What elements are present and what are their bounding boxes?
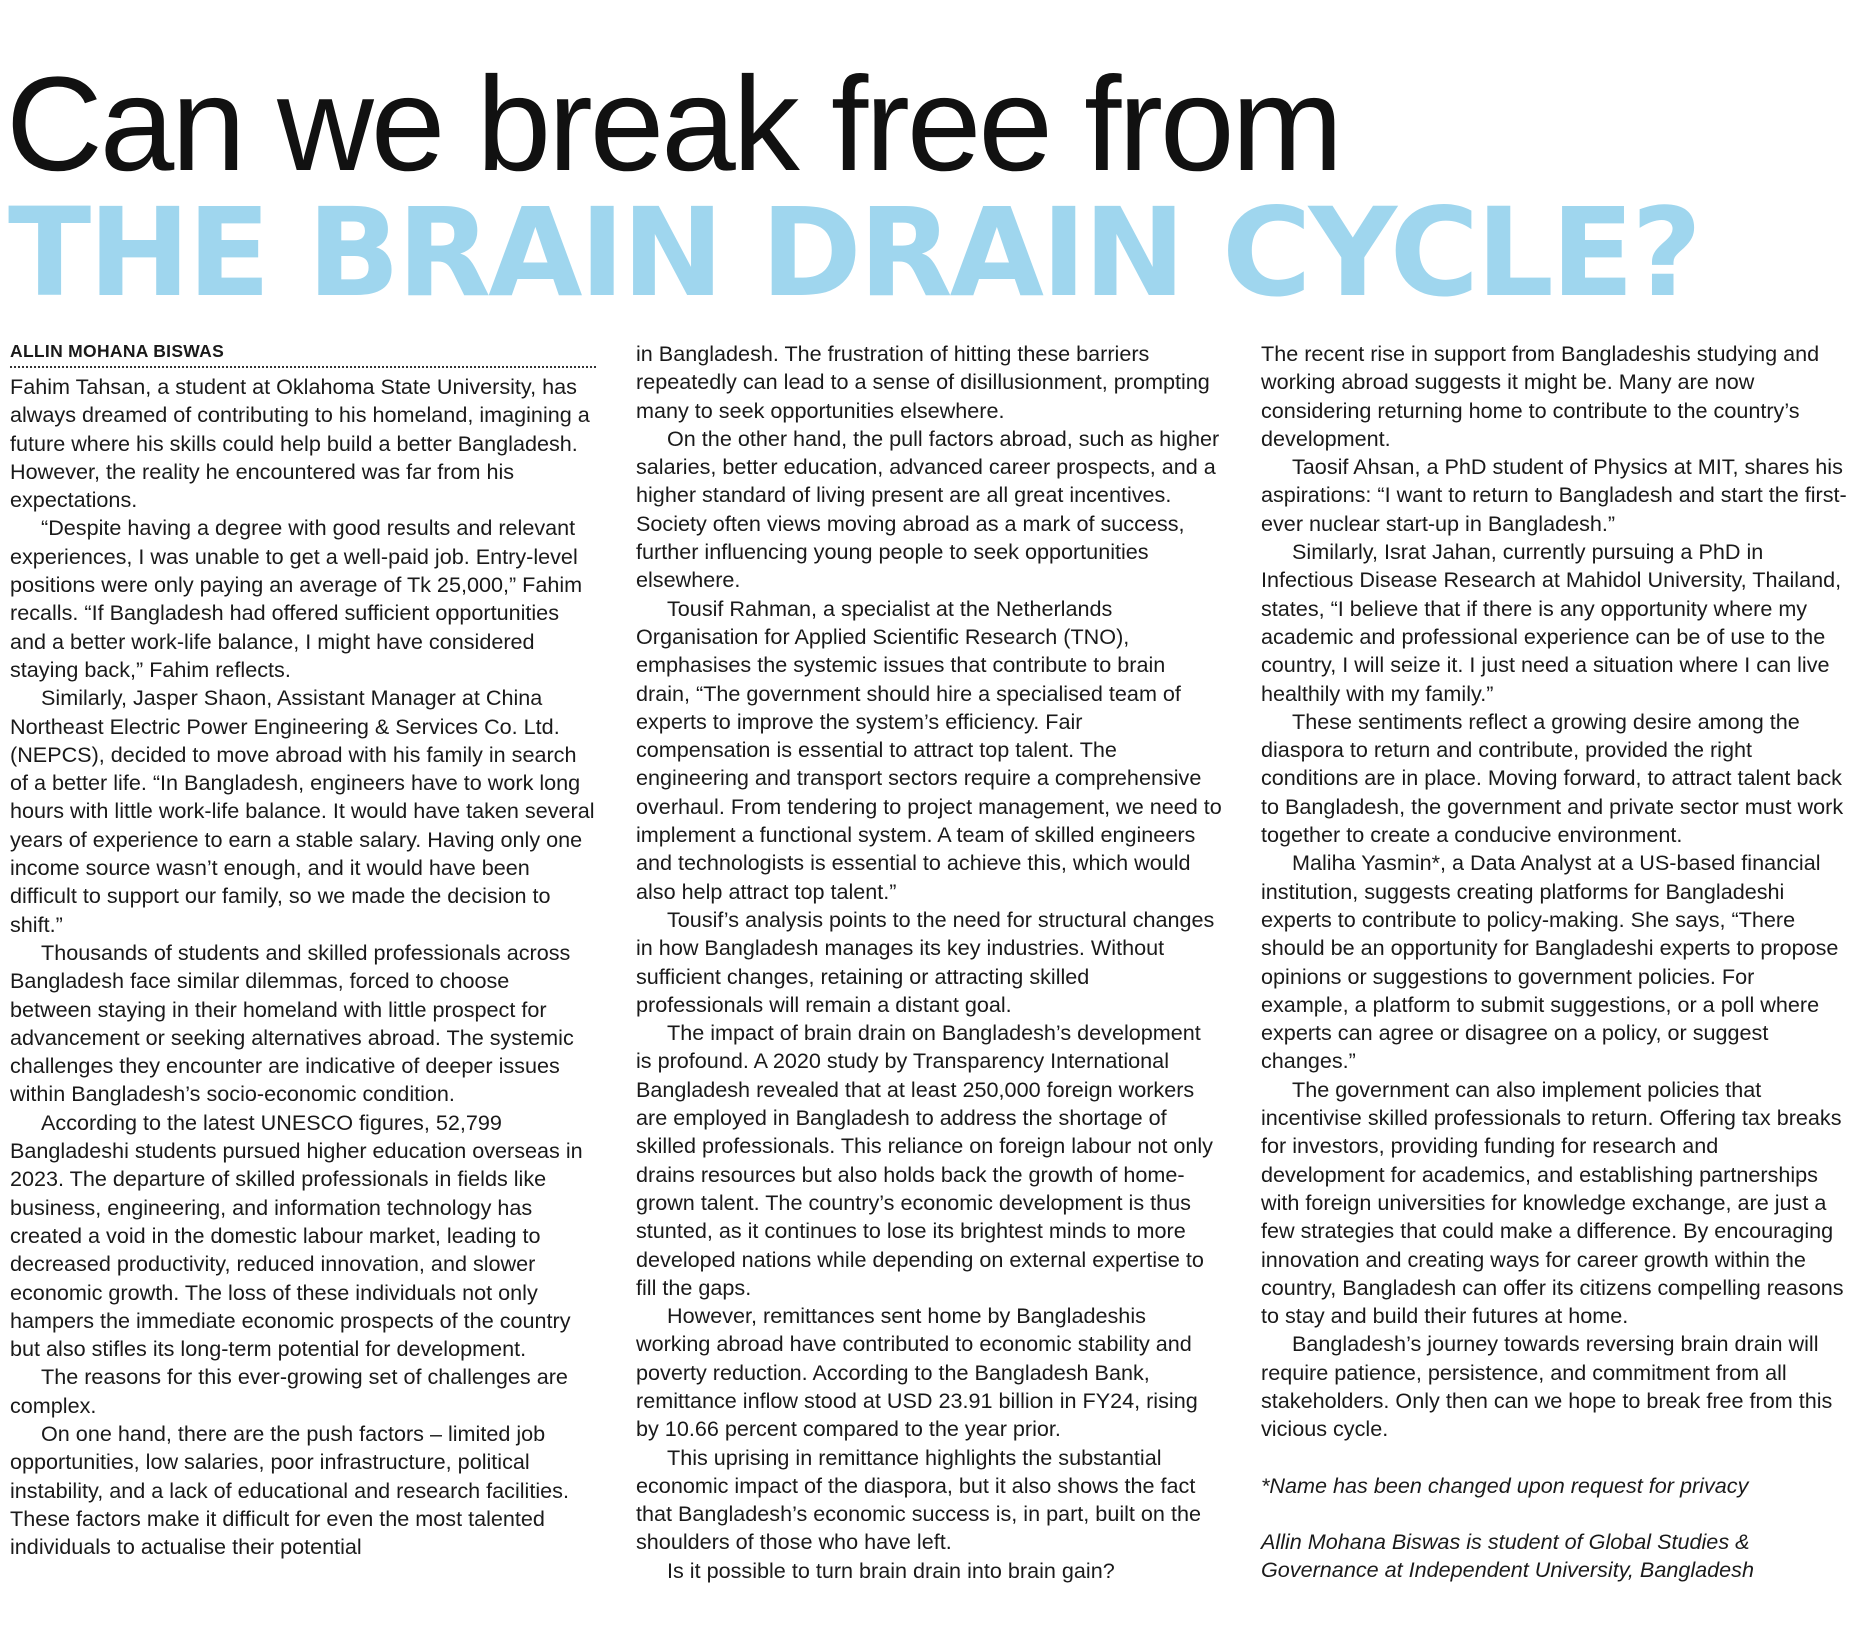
paragraph: The government can also implement policies that incentivise skilled professionals to return. Offering tax breaks for investors, providing funding for research and development for academics, and establishing partnerships with foreign universities for knowledge exchange, are just a few strategies that could make a difference. By encouraging innovation and creating ways for career growth within the country, Bangladesh can offer its citizens compelling reasons to stay and build their futures at home. [1261, 1076, 1844, 1329]
paragraph: Tousif’s analysis points to the need for structural changes in how Bangladesh manages its key industries. Without sufficient changes, retaining or attracting skilled professionals will remain a distant goal. [636, 906, 1215, 1017]
byline: ALLIN MOHANA BISWAS [10, 340, 596, 368]
paragraph: Fahim Tahsan, a student at Oklahoma State University, has always dreamed of contributing to his homeland, imagining a future where his skills could help build a better Bangladesh. However, the reality he encountered was far from his expectations. [10, 374, 590, 513]
paragraph: Maliha Yasmin*, a Data Analyst at a US-based financial institution, suggests creating platforms for Bangladeshi experts to contribute to policy-making. She says, “There should be an opportunity for Bangladeshi experts to propose opinions or suggestions to government policies. For example, a platform to submit suggestions, or a poll where experts can agree or disagree on a policy, or suggest changes.” [1261, 850, 1839, 1074]
paragraph: Tousif Rahman, a specialist at the Netherlands Organisation for Applied Scientific Research (TNO), emphasises the systemic issues that contribute to brain drain, “The government should hire a specialised team of experts to improve the system’s efficiency. Fair compensation is essential to attract top talent. The engineering and transport sectors require a comprehensive overhaul. From tendering to project management, we need to implement a functional system. A team of skilled engineers and technologists is essential to achieve this, which would also help attract top talent.” [636, 595, 1222, 904]
paragraph: in Bangladesh. The frustration of hitting these barriers repeatedly can lead to a sense of disillusionment, prompting many to seek opportunities elsewhere. [636, 341, 1210, 423]
paragraph: However, remittances sent home by Bangladeshis working abroad have contributed to economic stability and poverty reduction. According to the Bangladesh Bank, remittance inflow stood at USD 23.91 billion in FY24, rising by 10.66 percent compared to the year prior. [636, 1303, 1198, 1442]
headline-line-1: Can we break free from [6, 50, 1341, 199]
paragraph: These sentiments reflect a growing desire among the diaspora to return and contribute, provided the right conditions are in place. Moving forward, to attract talent back to Bangladesh, the government and private sector must work together to create a conducive environment. [1261, 708, 1844, 848]
privacy-note: *Name has been changed upon request for privacy [1261, 1472, 1749, 1498]
author-bio: Allin Mohana Biswas is student of Global Studies & Governance at Independent University, Bangladesh [1261, 1528, 1754, 1583]
paragraph: This uprising in remittance highlights the substantial economic impact of the diaspora, but it also shows the fact that Bangladesh’s economic success is, in part, built on the shoulders of those who have left. [636, 1444, 1201, 1555]
paragraph: On one hand, there are the push factors – limited job opportunities, low salaries, poor infrastructure, political instability, and a lack of educational and research facilities. These factors make it difficult for even the most talented individuals to actualise their potential [10, 1420, 569, 1560]
paragraph: “Despite having a degree with good results and relevant experiences, I was unable to get a well-paid job. Entry-level positions were only paying an average of Tk 25,000,” Fahim recalls. “If Bangladesh had offered sufficient opportunities and a better work-life balance, I might have considered staying back,” Fahim reflects. [10, 515, 583, 682]
article-column-1 [10, 340, 596, 1561]
article-column-3 [1261, 340, 1847, 1584]
paragraph: Taosif Ahsan, a PhD student of Physics at MIT, shares his aspirations: “I want to return to Bangladesh and start the first-ever nuclear start-up in Bangladesh.” [1261, 454, 1847, 536]
paragraph: The impact of brain drain on Bangladesh’s development is profound. A 2020 study by Transparency International Bangladesh revealed that at least 250,000 foreign workers are employed in Bangladesh to address the shortage of skilled professionals. This reliance on foreign labour not only drains resources but also holds back the growth of home-grown talent. The country’s economic development is thus stunted, as it continues to lose its brightest minds to more developed nations while depending on external expertise to fill the gaps. [636, 1020, 1213, 1300]
paragraph: The recent rise in support from Bangladeshis studying and working abroad suggests it might be. Many are now considering returning home to contribute to the country’s development. [1261, 341, 1820, 451]
paragraph: Bangladesh’s journey towards reversing brain drain will require patience, persistence, and commitment from all stakeholders. Only then can we hope to break free from this vicious cycle. [1261, 1331, 1833, 1442]
paragraph: Similarly, Jasper Shaon, Assistant Manager at China Northeast Electric Power Engineering & Services Co. Ltd. (NEPCS), decided to move abroad with his family in search of a better life. “In Bangladesh, engineers have to work long hours with little work-life balance. It would have taken several years of experience to earn a stable salary. Having only one income source wasn’t enough, and it would have been difficult to support our family, so we made the decision to shift.” [10, 685, 595, 937]
headline-line-2: THE BRAIN DRAIN CYCLE? [8, 182, 1699, 324]
paragraph: The reasons for this ever-growing set of challenges are complex. [10, 1364, 568, 1418]
article-column-2 [636, 340, 1222, 1585]
paragraph: Thousands of students and skilled professionals across Bangladesh face similar dilemmas, forced to choose between staying in their homeland with little prospect for advancement or seeking alternatives abroad. The systemic challenges they encounter are indicative of deeper issues within Bangladesh’s socio-economic condition. [10, 939, 574, 1107]
paragraph: According to the latest UNESCO figures, 52,799 Bangladeshi students pursued higher education overseas in 2023. The departure of skilled professionals in fields like business, engineering, and information technology has created a void in the domestic labour market, leading to decreased productivity, reduced innovation, and slower economic growth. The loss of these individuals not only hampers the immediate economic prospects of the country but also stifles its long-term potential for development. [10, 1109, 583, 1362]
paragraph: Is it possible to turn brain drain into brain gain? [667, 1557, 1115, 1583]
paragraph: On the other hand, the pull factors abroad, such as higher salaries, better education, advanced career prospects, and a higher standard of living present are all great incentives. Society often views moving abroad as a mark of success, further influencing young people to seek opportunities elsewhere. [636, 425, 1220, 593]
paragraph: Similarly, Israt Jahan, currently pursuing a PhD in Infectious Disease Research at Mahidol University, Thailand, states, “I believe that if there is any opportunity where my academic and professional experience can be of use to the country, I will seize it. I just need a situation where I can live healthily with my family.” [1261, 539, 1842, 706]
